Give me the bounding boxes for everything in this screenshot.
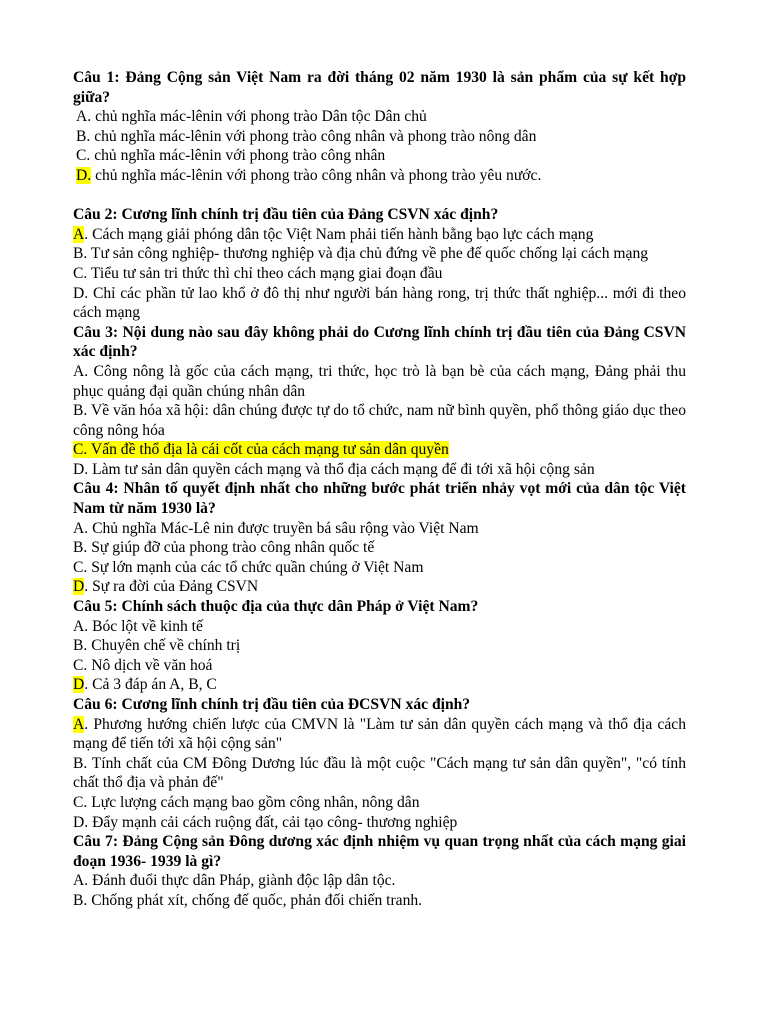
option-d (73, 166, 686, 186)
option-b (73, 244, 686, 264)
option-letter: A. (73, 872, 89, 890)
option-a (73, 107, 686, 127)
highlighted-answer-letter: D (73, 578, 85, 596)
option-text: Tư sản công nghiệp- thương nghiệp và địa chủ đứng về phe đế quốc chống lại cách mạng (87, 245, 649, 263)
option-a (73, 519, 686, 539)
question-title: Câu 6: Cương lĩnh chính trị đầu tiên của ĐCSVN xác định? (73, 696, 471, 713)
question-3 (73, 323, 686, 480)
question-1 (73, 68, 686, 186)
option-a (73, 362, 686, 401)
highlighted-answer-letter: A (73, 225, 85, 243)
blank-line (73, 186, 686, 206)
option-c (73, 558, 686, 578)
option-letter: A. (73, 519, 89, 537)
question-title: Câu 1: Đảng Cộng sản Việt Nam ra đời tháng 02 năm 1930 là sản phẩm của sự kết hợp giữa? (73, 69, 686, 106)
option-letter: B. (76, 127, 91, 145)
option-text: Tiểu tư sản tri thức thì chỉ theo cách mạng giai đoạn đầu (87, 264, 443, 282)
option-text: Tính chất của CM Đông Dương lúc đầu là một cuộc "Cách mạng tư sản dân quyền", "có tính chất thổ địa và phản đế" (73, 754, 686, 792)
option-letter: A. (73, 362, 89, 380)
option-text: Chủ nghĩa Mác-Lê nin được truyền bá sâu rộng vào Việt Nam (88, 519, 479, 537)
option-b (73, 538, 686, 558)
option-letter: C. (76, 147, 91, 165)
question-title: Câu 5: Chính sách thuộc địa của thực dân Pháp ở Việt Nam? (73, 598, 479, 616)
option-d (73, 284, 686, 323)
question-6 (73, 695, 686, 832)
option-text: Công nông là gốc của cách mạng, tri thức, học trò là bạn bè của cách mạng, Đảng phải thu phục quảng đại quần chúng nhân dân (73, 362, 686, 400)
highlighted-answer-letter: D (73, 676, 85, 694)
question-5 (73, 597, 686, 695)
option-c (73, 793, 686, 813)
option-letter: C. (73, 656, 88, 674)
question-title: Câu 2: Cương lĩnh chính trị đầu tiên của Đảng CSVN xác định? (73, 206, 499, 224)
option-d (73, 675, 686, 695)
option-letter: C. (73, 441, 88, 459)
question-title: Câu 4: Nhân tố quyết định nhất cho những bước phát triển nhảy vọt mới của dân tộc Việt Nam từ năm 1930 là? (73, 480, 686, 518)
option-text: Sự giúp đỡ của phong trào công nhân quốc tế (87, 539, 375, 557)
option-letter: C. (73, 264, 88, 282)
option-text: Vấn đề thổ địa là cái cốt của cách mạng tư sản dân quyền (87, 441, 449, 459)
option-a (73, 225, 686, 245)
option-text: Chống phát xít, chống đế quốc, phản đối chiến tranh. (87, 891, 423, 909)
option-text: Bóc lột về kinh tế (88, 617, 203, 635)
option-letter: C. (73, 793, 88, 811)
option-b (73, 127, 686, 147)
option-text: Chuyên chế về chính trị (87, 637, 241, 655)
option-a (73, 871, 686, 891)
option-letter: B. (73, 539, 88, 557)
option-text: Lực lượng cách mạng bao gồm công nhân, nông dân (87, 793, 420, 811)
question-2 (73, 205, 686, 323)
question-7 (73, 832, 686, 910)
question-4 (73, 479, 686, 597)
option-c (73, 146, 686, 166)
option-letter: D. (73, 284, 89, 302)
option-text: Nô dịch về văn hoá (87, 656, 213, 674)
option-c (73, 656, 686, 676)
option-text: chủ nghĩa mác-lênin với phong trào công nhân (90, 147, 386, 165)
highlighted-answer (73, 441, 449, 458)
option-d (73, 813, 686, 833)
option-letter: B. (73, 754, 88, 772)
highlighted-answer-letter: D. (76, 166, 92, 184)
question-title: Câu 7: Đảng Cộng sản Đông dương xác định nhiệm vụ quan trọng nhất của cách mạng giai đoạn 1936- 1939 là gì? (73, 833, 686, 870)
quiz-content (73, 68, 686, 911)
option-letter: A. (73, 617, 89, 635)
option-letter: C. (73, 558, 88, 576)
option-text: Về văn hóa xã hội: dân chúng được tự do tổ chức, nam nữ bình quyền, phổ thông giáo dục theo công nông hóa (73, 402, 686, 439)
question-title: Câu 3: Nội dung nào sau đây không phải do Cương lĩnh chính trị đầu tiên của Đảng CSVN xác định? (73, 323, 686, 361)
option-text: Đánh đuổi thực dân Pháp, giành độc lập dân tộc. (88, 872, 396, 890)
option-text: . Sự ra đời của Đảng CSVN (84, 578, 259, 596)
option-letter: B. (73, 402, 88, 420)
option-b (73, 754, 686, 793)
highlighted-answer-letter: A (73, 715, 85, 733)
option-text: chủ nghĩa mác-lênin với phong trào công nhân và phong trào yêu nước. (91, 166, 542, 184)
option-letter: A. (76, 108, 92, 126)
option-letter: B. (73, 891, 88, 909)
option-c (73, 440, 686, 460)
option-b (73, 401, 686, 440)
option-c (73, 264, 686, 284)
option-d (73, 577, 686, 597)
option-text: . Phương hướng chiến lược của CMVN là "Làm tư sản dân quyền cách mạng và thổ địa cách mạng để tiến tới xã hội cộng sản" (73, 715, 686, 753)
option-text: Sự lớn mạnh của các tổ chức quần chúng ở Việt Nam (87, 558, 424, 576)
option-text: chủ nghĩa mác-lênin với phong trào công nhân và phong trào nông dân (90, 127, 537, 145)
option-text: . Cách mạng giải phóng dân tộc Việt Nam phải tiến hành bằng bạo lực cách mạng (84, 225, 594, 243)
option-letter: D. (73, 813, 89, 831)
option-text: chủ nghĩa mác-lênin với phong trào Dân tộc Dân chủ (91, 108, 427, 126)
option-a (73, 617, 686, 637)
option-b (73, 636, 686, 656)
option-text: Làm tư sản dân quyền cách mạng và thổ địa cách mạng để đi tới xã hội cộng sản (88, 460, 595, 478)
option-letter: B. (73, 637, 88, 655)
option-text: Chỉ các phần tử lao khổ ở đô thị như người bán hàng rong, trị thức thất nghiệp... mới đi theo cách mạng (73, 284, 686, 322)
option-text: Đẩy mạnh cải cách ruộng đất, cải tạo công- thương nghiệp (88, 813, 458, 831)
option-d (73, 460, 686, 480)
option-a (73, 715, 686, 754)
option-b (73, 891, 686, 911)
option-text: . Cả 3 đáp án A, B, C (84, 676, 217, 694)
option-letter: B. (73, 245, 88, 263)
option-letter: D. (73, 460, 89, 478)
